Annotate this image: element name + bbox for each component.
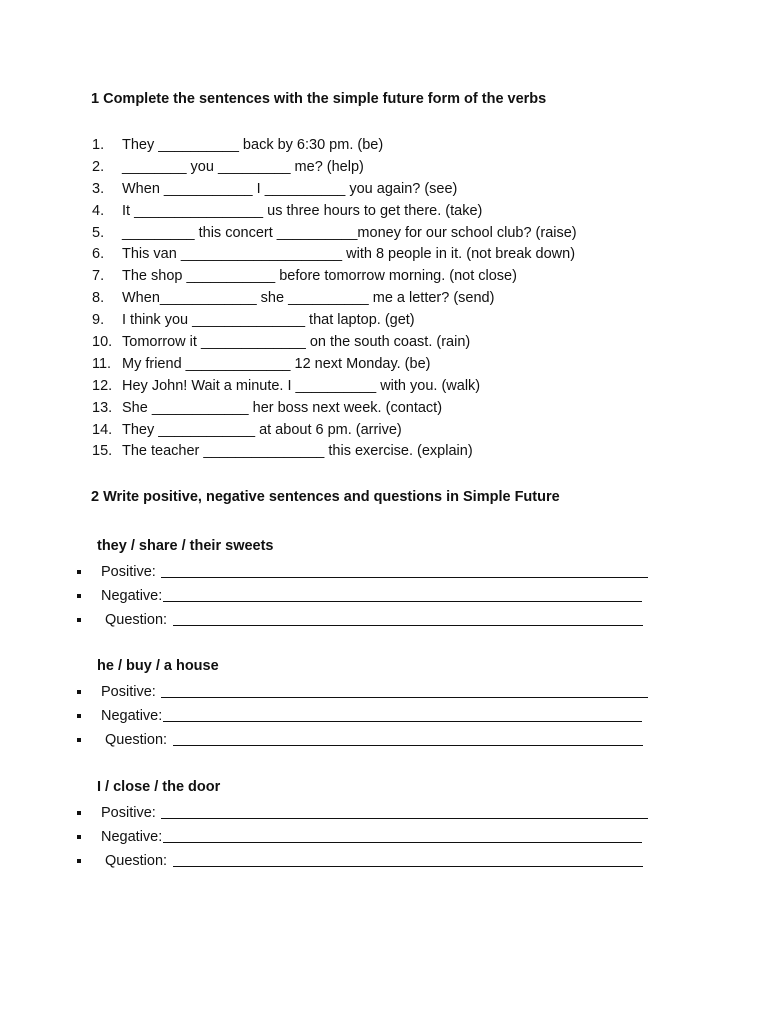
exercise-text: This van ____________________ with 8 people in it. (not break down) [122, 246, 576, 263]
negative-label: Negative: [101, 708, 163, 724]
exercise-number: 2. [92, 158, 105, 175]
exercise-text: I think you ______________ that laptop. (get) [122, 312, 415, 329]
exercise-item [92, 420, 577, 442]
negative-label: Negative: [101, 588, 163, 604]
question-label: Question: [105, 853, 168, 869]
section-1-heading: 1 Complete the sentences with the simple future form of the verbs [91, 91, 547, 107]
question-answer-line[interactable] [173, 866, 643, 867]
exercise-item [92, 376, 577, 398]
exercise-number: 3. [92, 180, 105, 197]
exercise-number: 14. [92, 421, 113, 438]
negative-answer-line[interactable] [163, 721, 642, 722]
exercise-number: 4. [92, 202, 105, 219]
negative-answer-line[interactable] [163, 842, 642, 843]
exercise-number: 10. [92, 334, 113, 351]
exercise-item [92, 244, 577, 266]
exercise-item [92, 310, 577, 332]
exercise-item [92, 157, 577, 179]
exercise-item [92, 354, 577, 376]
exercise-item [92, 266, 577, 288]
question-answer-line[interactable] [173, 625, 643, 626]
exercise-text: She ____________ her boss next week. (contact) [122, 399, 443, 416]
bullet-icon [77, 690, 81, 694]
exercise-item [92, 179, 577, 201]
exercise-text: The shop ___________ before tomorrow morning. (not close) [122, 268, 517, 285]
exercise-text: When ___________ I __________ you again? (see) [122, 180, 458, 197]
exercise-number: 15. [92, 443, 113, 460]
exercise-item [92, 288, 577, 310]
bullet-icon [77, 859, 81, 863]
exercise-list [92, 135, 577, 463]
group-subject: I / close / the door [97, 779, 221, 795]
positive-answer-line[interactable] [161, 697, 648, 698]
exercise-text: The teacher _______________ this exercise. (explain) [122, 443, 473, 460]
exercise-number: 13. [92, 399, 113, 416]
exercise-text: They __________ back by 6:30 pm. (be) [122, 137, 384, 153]
exercise-item [92, 441, 577, 463]
exercise-text: They ____________ at about 6 pm. (arrive) [122, 421, 402, 438]
exercise-text: My friend _____________ 12 next Monday. (be) [122, 355, 431, 372]
exercise-text: Hey John! Wait a minute. I __________ with you. (walk) [122, 377, 481, 394]
exercise-item [92, 201, 577, 223]
group-subject: they / share / their sweets [97, 538, 274, 554]
bullet-icon [77, 594, 81, 598]
exercise-text: _________ this concert __________money for our school club? (raise) [122, 224, 577, 241]
group-subject: he / buy / a house [97, 658, 219, 674]
exercise-number: 1. [92, 137, 105, 153]
exercise-number: 6. [92, 246, 105, 263]
bullet-icon [77, 835, 81, 839]
bullet-icon [77, 714, 81, 718]
exercise-number: 5. [92, 224, 105, 241]
question-label: Question: [105, 732, 168, 748]
exercise-text: Tomorrow it _____________ on the south coast. (rain) [122, 334, 471, 351]
positive-answer-line[interactable] [161, 818, 648, 819]
exercise-text: ________ you _________ me? (help) [122, 158, 364, 175]
exercise-item [92, 135, 577, 157]
bullet-icon [77, 570, 81, 574]
negative-answer-line[interactable] [163, 601, 642, 602]
section-2-heading: 2 Write positive, negative sentences and questions in Simple Future [91, 489, 560, 505]
exercise-number: 12. [92, 377, 113, 394]
exercise-item [92, 332, 577, 354]
negative-label: Negative: [101, 829, 163, 845]
question-label: Question: [105, 612, 168, 628]
exercise-number: 8. [92, 290, 105, 307]
question-answer-line[interactable] [173, 745, 643, 746]
bullet-icon [77, 811, 81, 815]
bullet-icon [77, 618, 81, 622]
positive-answer-line[interactable] [161, 577, 648, 578]
exercise-item [92, 223, 577, 245]
exercise-text: It ________________ us three hours to get there. (take) [122, 202, 483, 219]
exercise-number: 11. [92, 355, 112, 372]
positive-label: Positive: [101, 684, 156, 700]
bullet-icon [77, 738, 81, 742]
exercise-number: 9. [92, 312, 105, 329]
exercise-item [92, 398, 577, 420]
positive-label: Positive: [101, 564, 156, 580]
positive-label: Positive: [101, 805, 156, 821]
exercise-number: 7. [92, 268, 105, 285]
exercise-text: When____________ she __________ me a letter? (send) [122, 290, 495, 307]
